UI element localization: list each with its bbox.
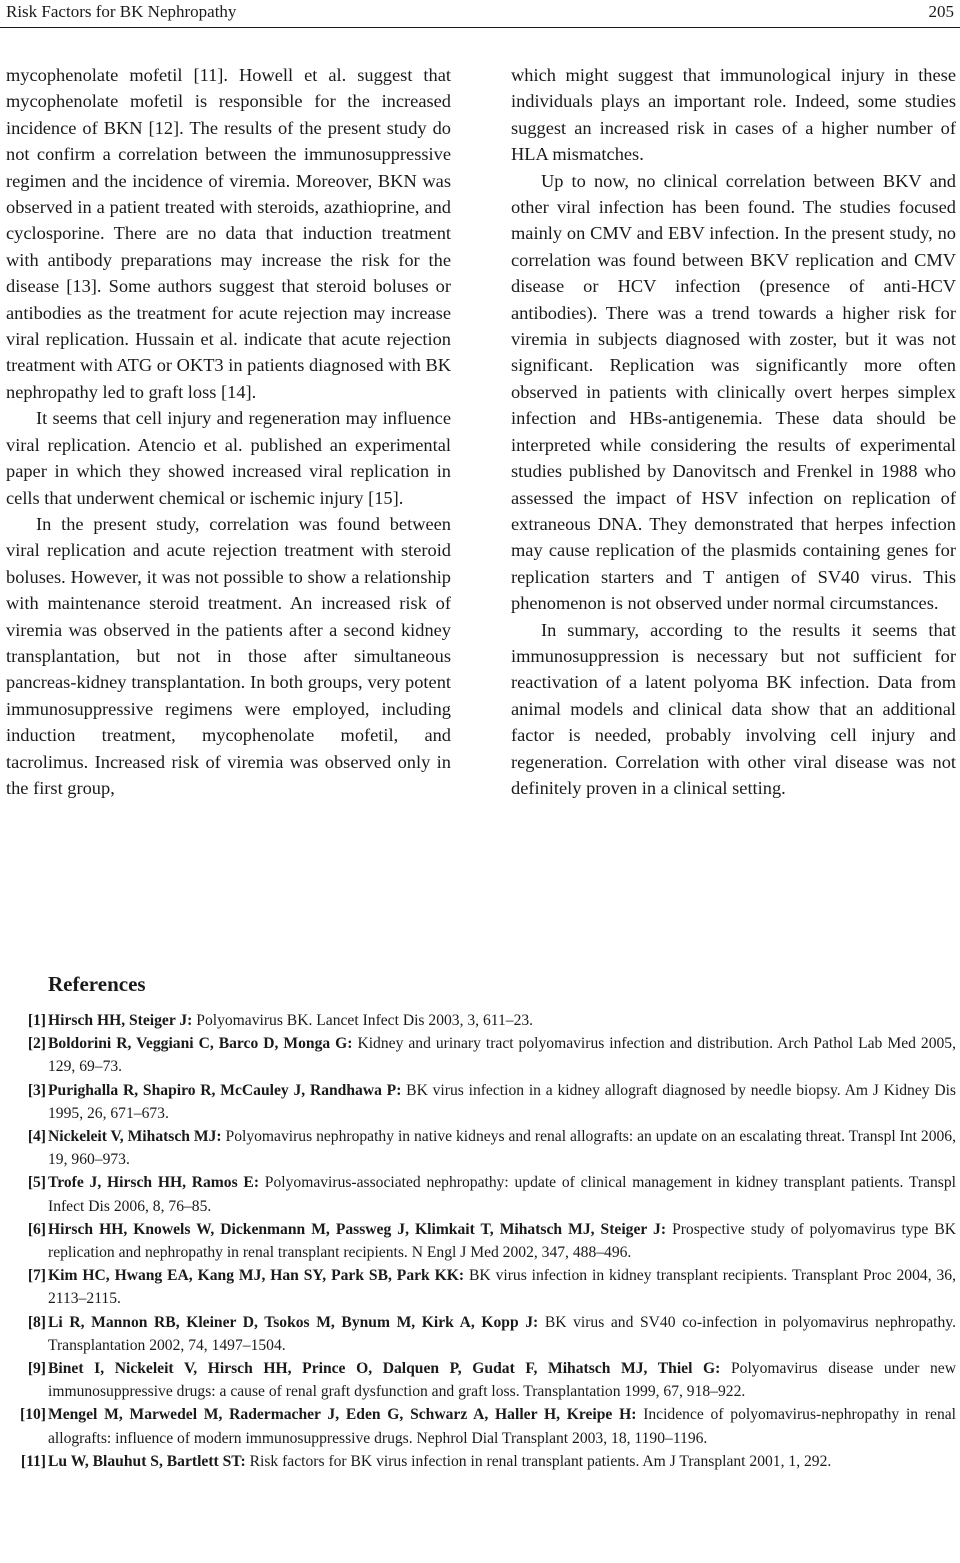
references-heading: References [48,972,146,996]
reference-item [6,1009,956,1032]
reference-authors: Mengel M, Marwedel M, Radermacher J, Eden G, Schwarz A, Haller H, Kreipe H: [48,1406,637,1424]
reference-authors: Hirsch HH, Steiger J: [48,1012,193,1029]
reference-number: [9] [27,1360,46,1378]
reference-authors: Trofe J, Hirsch HH, Ramos E: [48,1174,260,1192]
reference-number: [3] [27,1081,46,1099]
reference-list [6,1009,956,1473]
reference-item [6,1171,956,1217]
reference-authors: Binet I, Nickeleit V, Hirsch HH, Prince O, Dalquen P, Gudat F, Mihatsch MJ, Thiel G: [48,1360,721,1378]
reference-text: BK virus infection in kidney transplant recipients. Transplant Proc 2004, 36, 2113–2115. [48,1267,956,1308]
reference-number: [2] [27,1035,46,1053]
paragraph: In the present study, correlation was found between viral replication and acute rejection treatment with steroid boluses. However, it was not possible to show a relationship with maintenance steroid treatment. An increased risk of viremia was observed in the patients after a second kidney transplantation, but not in those after simultaneous pancreas-kidney transplantation. In both groups, very potent immunosuppressive regimens were employed, including induction treatment, mycophenolate mofetil, and tacrolimus. Increased risk of viremia was observed only in the first group, [6,513,451,798]
reference-text: Incidence of polyomavirus-nephropathy in renal allografts: influence of modern immunosuppressive drugs. Nephrol Dial Transplant 2003, 18, 1190–1196. [48,1406,956,1447]
reference-authors: Lu W, Blauhut S, Bartlett ST: [48,1452,246,1470]
reference-item [6,1357,956,1403]
reference-number: [4] [27,1128,46,1146]
paragraph: which might suggest that immunological injury in these individuals plays an important role. Indeed, some studies suggest an increased risk in cases of a higher number of HLA mismatches. [511,65,956,165]
paragraph: It seems that cell injury and regeneration may influence viral replication. Atencio et al. published an experimental paper in which they showed increased viral replication in cells that underwent chemical or ischemic injury [15]. [6,408,451,508]
reference-text: Polyomavirus nephropathy in native kidneys and renal allografts: an update on an escalating threat. Transpl Int 2006, 19, 960–973. [48,1128,956,1169]
reference-number: [11] [20,1452,46,1470]
right-column [511,62,956,801]
page-number: 205 [928,2,954,21]
reference-item [6,1125,956,1171]
reference-number: [5] [27,1174,46,1192]
reference-item [6,1264,956,1310]
reference-number: [1] [27,1012,46,1029]
reference-number: [6] [27,1220,46,1238]
header-rule [0,27,960,28]
running-title: Risk Factors for BK Nephropathy [6,2,237,21]
reference-item [6,1079,956,1125]
reference-number: [8] [27,1313,46,1331]
reference-text: Polyomavirus disease under new immunosuppressive drugs: a cause of renal graft dysfunction and graft loss. Transplantation 1999, 67, 918–922. [48,1360,956,1401]
paragraph: Up to now, no clinical correlation between BKV and other viral infection has been found. The studies focused mainly on CMV and EBV infection. In the present study, no correlation was found between BKV replication and CMV disease or HCV infection (presence of anti-HCV antibodies). There was a trend towards a higher risk for viremia in subjects diagnosed with zoster, but it was not significant. Replication was significantly more often observed in patients with clinically overt herpes simplex infection and HBs-antigenemia. These data should be interpreted while considering the results of experimental studies published by Danovitsch and Frenkel in 1988 who assessed the impact of HSV infection on replication of extraneous DNA. They demonstrated that herpes infection may cause replication of the plasmids containing genes for replication starters and T antigen of SV40 virus. This phenomenon is not observed under normal circumstances. [511,170,956,614]
reference-authors: Hirsch HH, Knowels W, Dickenmann M, Passweg J, Klimkait T, Mihatsch MJ, Steiger J: [48,1220,667,1238]
reference-item [6,1450,956,1473]
reference-text: BK virus infection in a kidney allograft diagnosed by needle biopsy. Am J Kidney Dis 1995, 26, 671–673. [48,1081,956,1122]
reference-item [6,1311,956,1357]
reference-text: Kidney and urinary tract polyomavirus infection and distribution. Arch Pathol Lab Med 2005, 129, 69–73. [48,1035,956,1076]
reference-text: Prospective study of polyomavirus type BK replication and nephropathy in renal transplant recipients. N Engl J Med 2002, 347, 488–496. [48,1220,956,1262]
left-column [6,62,451,801]
reference-authors: Nickeleit V, Mihatsch MJ: [48,1128,222,1146]
reference-authors: Boldorini R, Veggiani C, Barco D, Monga G: [48,1035,353,1053]
reference-authors: Purighalla R, Shapiro R, McCauley J, Randhawa P: [48,1081,402,1099]
page-header [0,0,960,26]
reference-item [6,1403,956,1449]
reference-text: Polyomavirus BK. Lancet Infect Dis 2003, 3, 611–23. [192,1012,534,1029]
reference-text: BK virus and SV40 co-infection in polyomavirus nephropathy. Transplantation 2002, 74, 1497–1504. [48,1313,956,1354]
paragraph: mycophenolate mofetil [11]. Howell et al. suggest that mycophenolate mofetil is responsible for the increased incidence of BKN [12]. The results of the present study do not confirm a correlation between the immunosuppressive regimen and the incidence of viremia. Moreover, BKN was observed in a patient treated with steroids, azathioprine, and cyclosporine. There are no data that induction treatment with antibody preparations may increase the risk for the disease [13]. Some authors suggest that steroid boluses or antibodies as the treatment for acute rejection may increase viral replication. Hussain et al. indicate that acute rejection treatment with ATG or OKT3 in patients diagnosed with BK nephropathy led to graft loss [14]. [6,65,451,402]
paragraph: In summary, according to the results it seems that immunosuppression is necessary but not sufficient for reactivation of a latent polyoma BK infection. Data from animal models and clinical data show that an additional factor is needed, probably involving cell injury and regeneration. Correlation with other viral disease was not definitely proven in a clinical setting. [511,619,956,798]
reference-item [6,1218,956,1264]
reference-number: [10] [20,1406,46,1424]
reference-text: Risk factors for BK virus infection in renal transplant patients. Am J Transplant 2001, 1, 292. [245,1452,832,1470]
reference-item [6,1032,956,1078]
reference-text: Polyomavirus-associated nephropathy: update of clinical management in kidney transplant patients. Transpl Infect Dis 2006, 8, 76–85. [48,1174,956,1215]
reference-number: [7] [27,1267,46,1285]
reference-authors: Kim HC, Hwang EA, Kang MJ, Han SY, Park SB, Park KK: [48,1267,465,1285]
reference-authors: Li R, Mannon RB, Kleiner D, Tsokos M, Bynum M, Kirk A, Kopp J: [48,1313,539,1331]
